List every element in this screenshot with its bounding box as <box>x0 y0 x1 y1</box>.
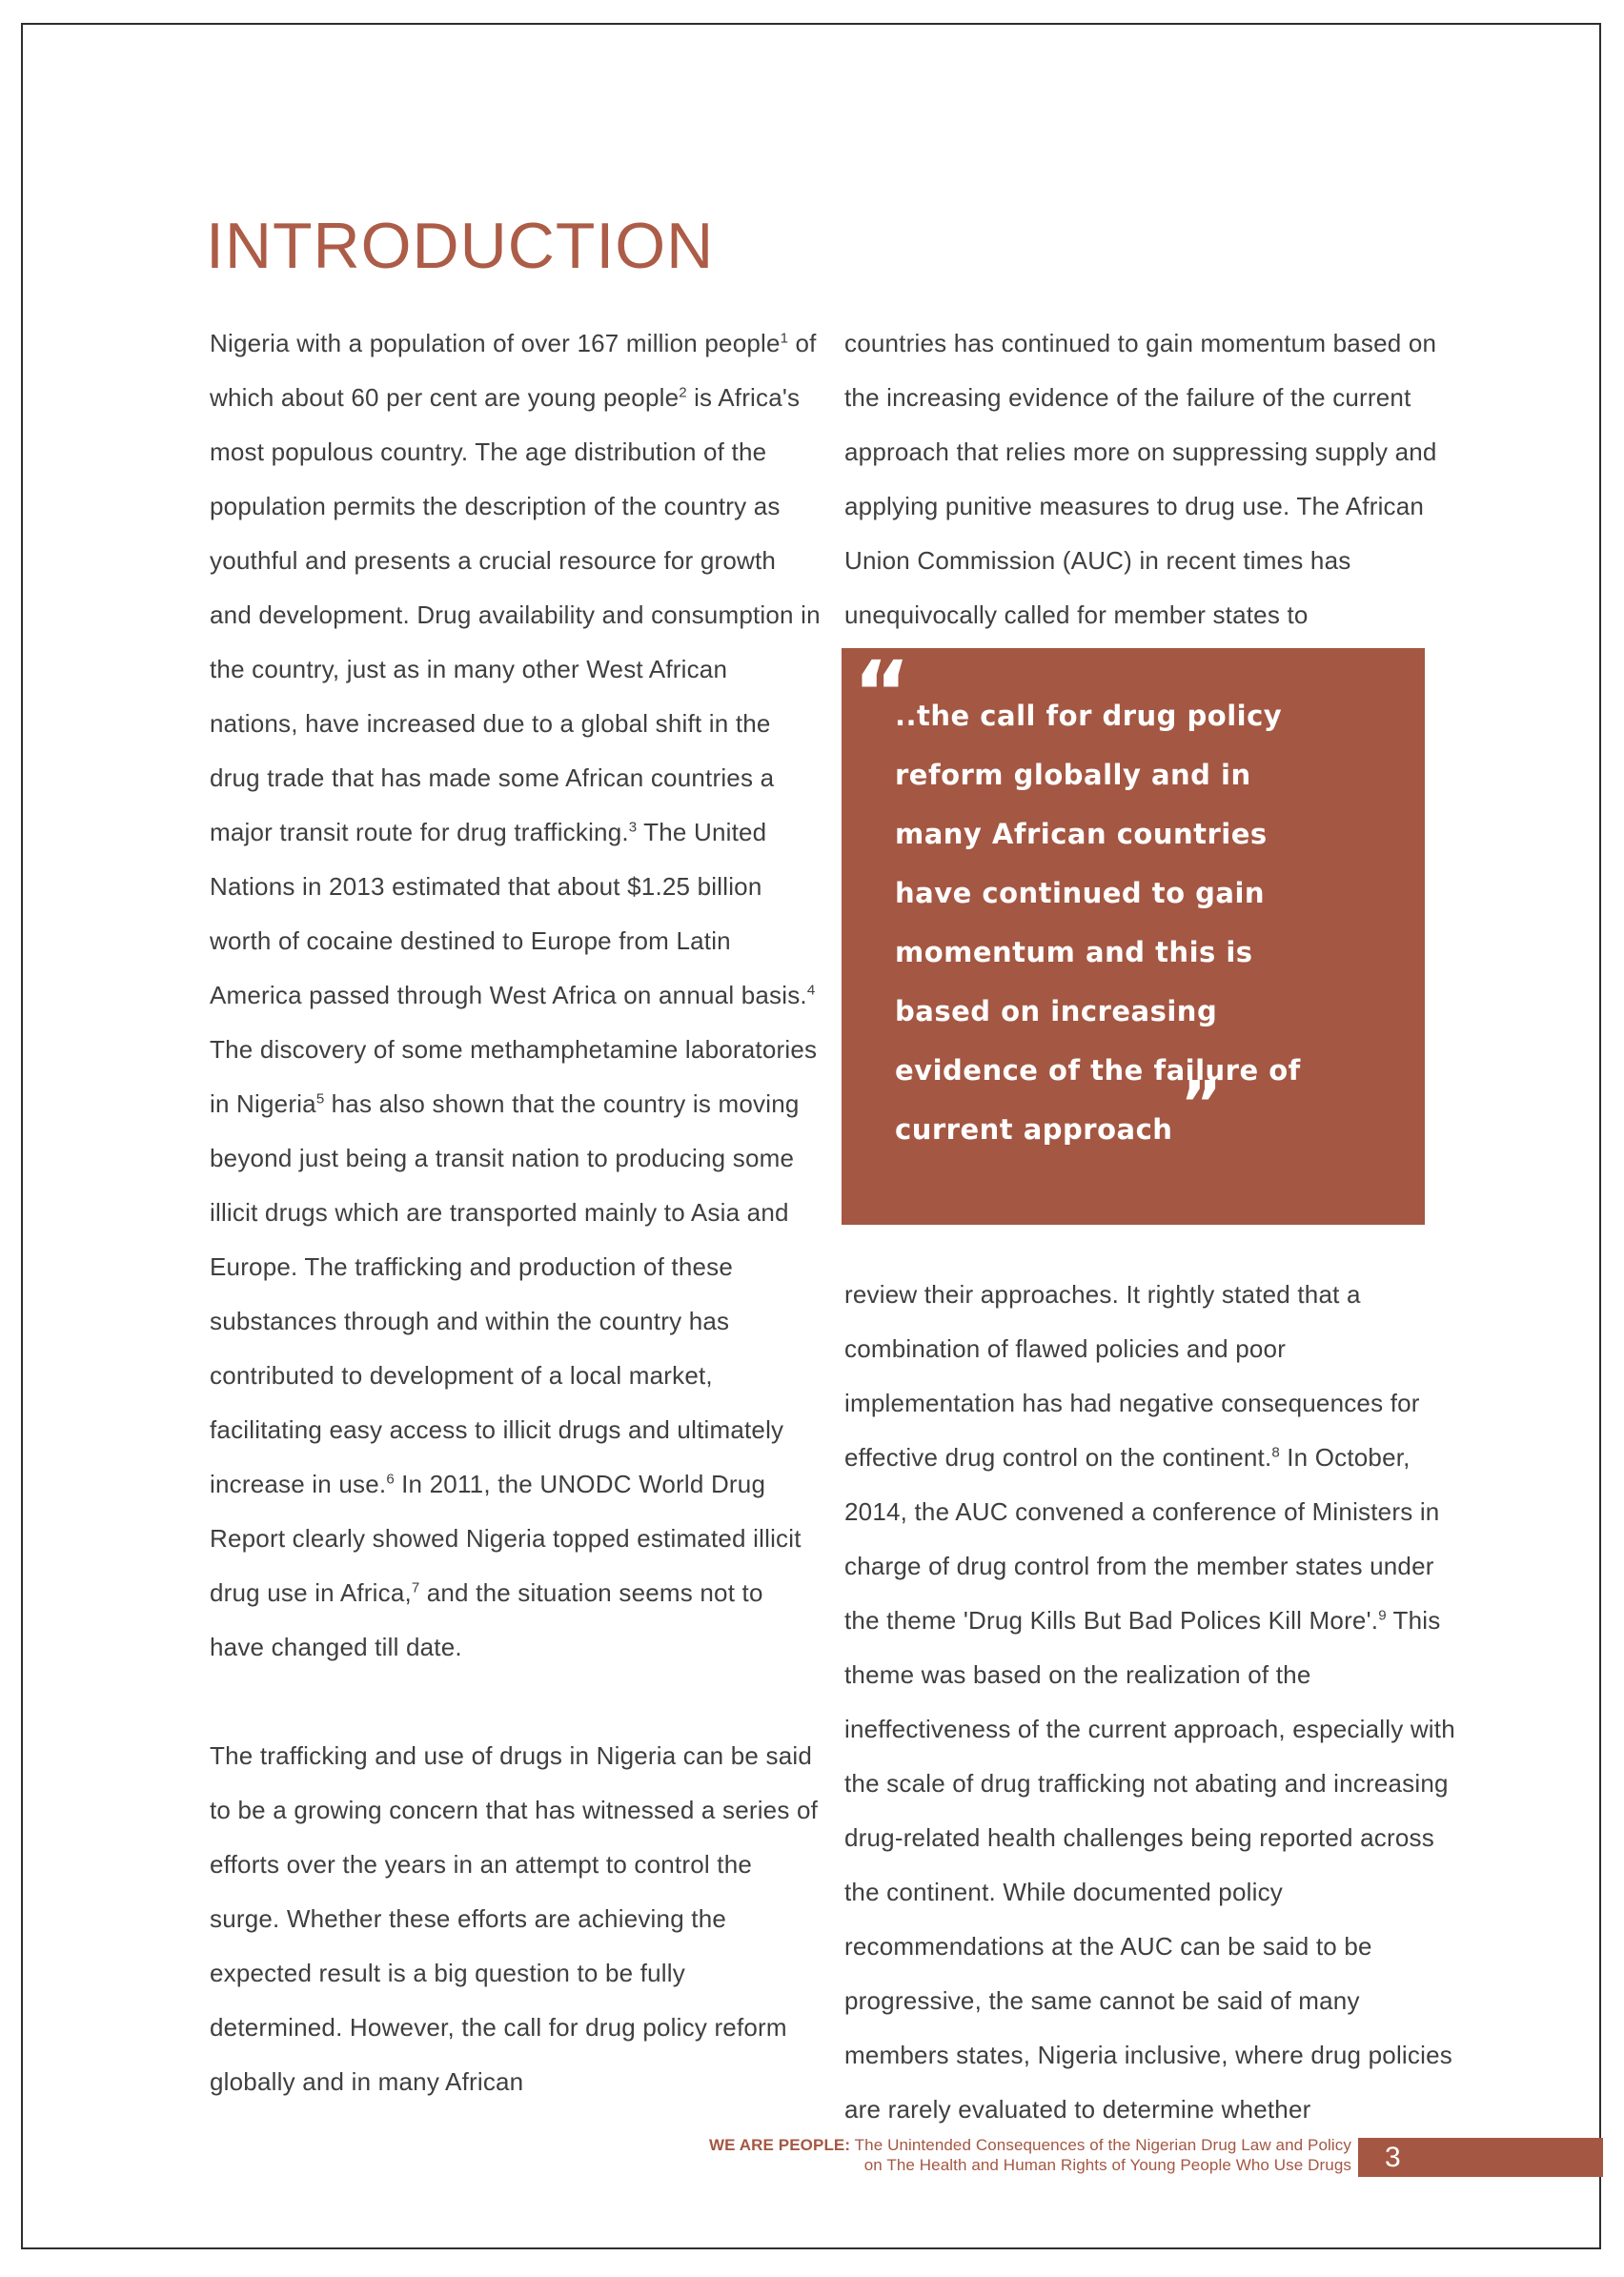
footnote-ref: 9 <box>1378 1607 1387 1624</box>
paragraph: The trafficking and use of drugs in Nigeria can be said to be a growing concern that has witnessed a series of efforts over the years in an attempt to control the surge. Whether these efforts are achieving the expected result is a big question to be fully determined. However, the call for drug policy reform globally and in many African <box>210 1741 819 2096</box>
pull-quote-text <box>853 642 1396 1159</box>
page-title: INTRODUCTION <box>206 209 715 282</box>
footnote-ref: 3 <box>628 819 638 836</box>
right-text-column-bottom <box>844 1268 1462 2137</box>
paragraph: review their approaches. It rightly stated that a combination of flawed policies and poor implementation has had negative consequences for effective drug control on the continent.$^8$ In October, 2014, the AUC convened a conference of Ministers in charge of drug control from the member states under the theme 'Drug Kills But Bad Polices Kill More'.$^9$ This theme was based on the realization of the ineffectiveness of the current approach, especially with the scale of drug trafficking not abating and increasing drug-related health challenges being reported across the continent. While documented policy recommendations at the AUC can be said to be progressive, the same cannot be said of many members states, Nigeria inclusive, where drug policies are rarely evaluated to determine whether <box>844 1280 1455 2124</box>
paragraph: countries has continued to gain momentum based on the increasing evidence of the failure of the current approach that relies more on suppressing supply and applying punitive measures to drug use. The African Union Commission (AUC) in recent times has unequivocally called for member states to <box>844 329 1437 629</box>
pull-quote-box <box>842 642 1425 1225</box>
footnote-ref: 7 <box>411 1579 420 1596</box>
open-quote-icon: “ <box>853 642 911 744</box>
footnote-ref: 2 <box>679 384 687 401</box>
left-text-column <box>210 316 822 2109</box>
quote-line: have continued to gain <box>895 877 1266 909</box>
quote-line: based on increasing <box>895 995 1218 1027</box>
footer-title-rest: The Unintended Consequences of the Nigerian Drug Law and Policy <box>850 2136 1351 2154</box>
quote-line: many African countries <box>895 818 1268 850</box>
footnote-ref: 6 <box>386 1471 395 1488</box>
paragraph: Nigeria with a population of over 167 million people$^1$ of which about 60 per cent are young people$^2$ is Africa's most populous country. The age distribution of the population permits the description of the country as youthful and presents a crucial resource for growth and development. Drug availability and consumption in the country, just as in many other West African nations, have increased due to a global shift in the drug trade that has made some African countries a major transit route for drug trafficking.$^3$ The United Nations in 2013 estimated that about $1.25 billion worth of cocaine destined to Europe from Latin America passed through West Africa on annual basis.$^4$ The discovery of some methamphetamine laboratories in Nigeria$^5$ has also shown that the country is moving beyond just being a transit nation to producing some illicit drugs which are transported mainly to Asia and Europe. The trafficking and production of these substances through and within the country has contributed to development of a local market, facilitating easy access to illicit drugs and ultimately increase in use.$^6$ In 2011, the UNODC World Drug Report clearly showed Nigeria topped estimated illicit drug use in Africa,$^7$ and the situation seems not to have changed till date. <box>210 329 821 1661</box>
footer-line-1 <box>709 2135 1351 2155</box>
quote-line: “ ..the call for drug policy <box>853 642 1283 744</box>
quote-line: current approach ” <box>895 1067 1223 1146</box>
footer-line-2: on The Health and Human Rights of Young People Who Use Drugs <box>863 2156 1351 2174</box>
page-number-box <box>1358 2138 1603 2177</box>
footnote-ref: 5 <box>315 1090 325 1108</box>
quote-line: reform globally and in <box>895 759 1251 791</box>
footnote-ref: 1 <box>780 330 789 347</box>
footnote-ref: 8 <box>1271 1444 1280 1461</box>
footer-series-label: WE ARE PEOPLE: <box>709 2136 851 2154</box>
right-text-column-top <box>844 316 1456 642</box>
footer-running-title <box>709 2135 1351 2175</box>
footnote-ref: 4 <box>806 982 816 999</box>
quote-line: momentum and this is <box>895 936 1253 968</box>
page-number: 3 <box>1385 2142 1401 2173</box>
quote-line: evidence of the failure of <box>895 1054 1301 1087</box>
